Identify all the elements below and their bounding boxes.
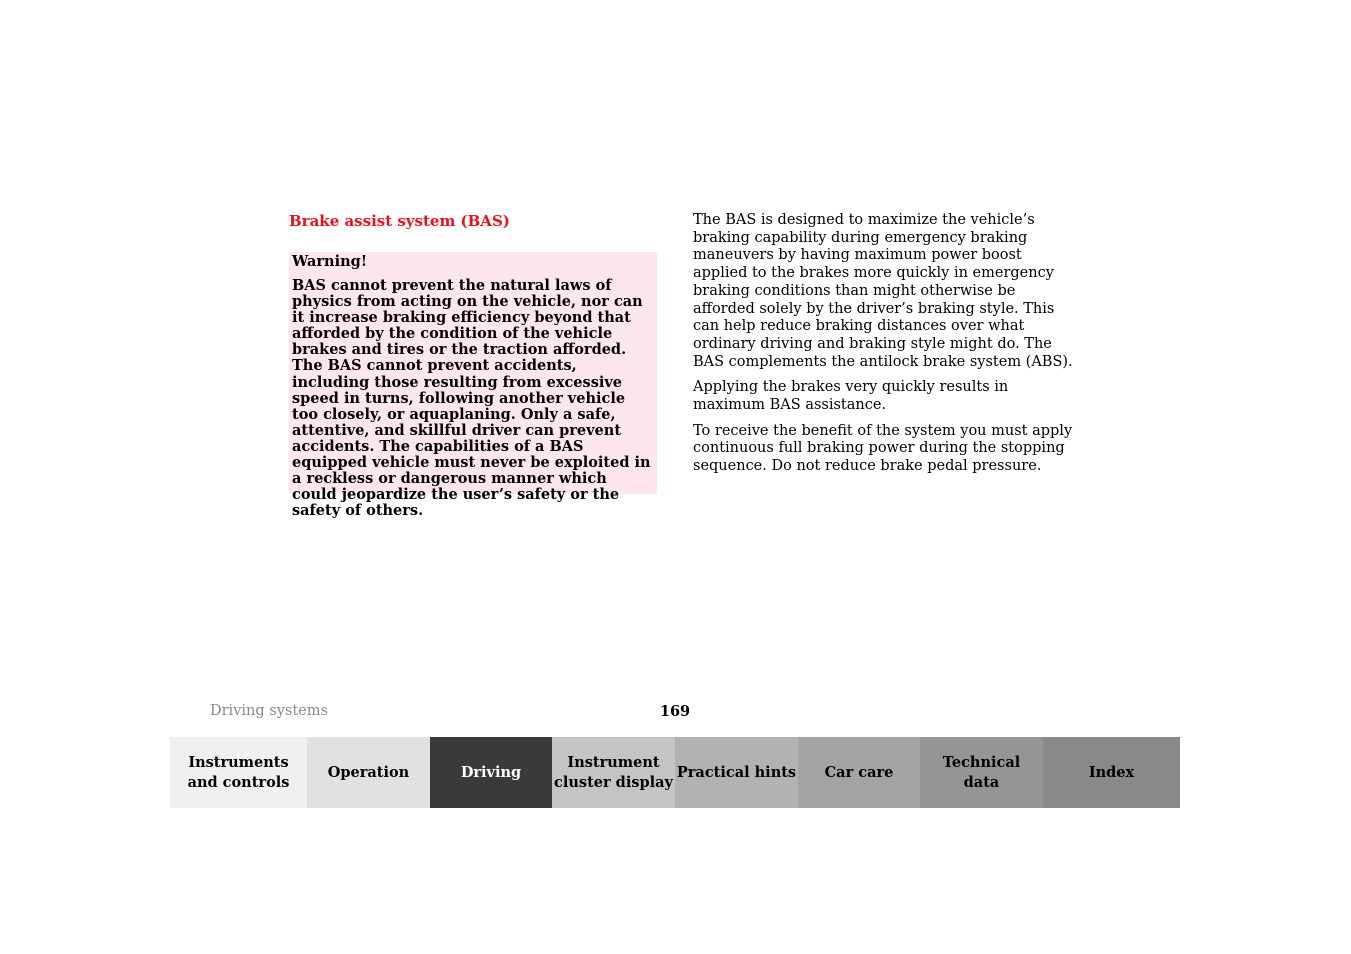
warning-box: [289, 252, 657, 520]
section-title: Brake assist system (BAS): [289, 212, 510, 230]
tab-technical-data[interactable]: Technical data: [920, 737, 1043, 808]
body-paragraph: Applying the brakes very quickly results in maximum BAS assistance.: [693, 379, 1009, 414]
warning-text: BAS cannot prevent the natural laws of physics from acting on the vehicle, nor can it increase braking efficiency beyond that afforded by the condition of the vehicle brakes and tires or the traction afforded. The BAS cannot prevent accidents, including those resulting from excessive speed in turns, following another vehicle too closely, or aquaplaning. Only a safe, attentive, and skillful driver can prevent accidents. The capabilities of a BAS equipped vehicle must never be exploited in a reckless or dangerous manner which could jeopardize the user’s safety or the safety of others.: [292, 277, 651, 520]
warning-heading: Warning!: [292, 253, 368, 270]
tab-instruments-and-controls[interactable]: Instruments and controls: [170, 737, 307, 808]
page-number: 169: [659, 703, 691, 720]
footer-section-name: Driving systems: [210, 703, 328, 719]
body-paragraph: To receive the benefit of the system you must apply continuous full braking power during the stopping sequence. Do not reduce brake pedal pressure.: [693, 422, 1073, 475]
tab-practical-hints[interactable]: Practical hints: [675, 737, 798, 808]
tab-index[interactable]: Index: [1043, 737, 1180, 808]
tab-car-care[interactable]: Car care: [798, 737, 920, 808]
chapter-tab-bar: [170, 737, 1180, 808]
body-paragraph: The BAS is designed to maximize the vehicle’s braking capability during emergency braking maneuvers by having maximum power boost applied to the brakes more quickly in emergency braking conditions than might otherwise be afforded solely by the driver’s braking style. This can help reduce braking distances over what ordinary driving and braking style might do. The BAS complements the antilock brake system (ABS).: [693, 212, 1073, 370]
body-text-column: [693, 212, 1073, 484]
tab-driving[interactable]: Driving: [430, 737, 552, 808]
tab-instrument-cluster-display[interactable]: Instrument cluster display: [552, 737, 675, 808]
tab-operation[interactable]: Operation: [307, 737, 430, 808]
